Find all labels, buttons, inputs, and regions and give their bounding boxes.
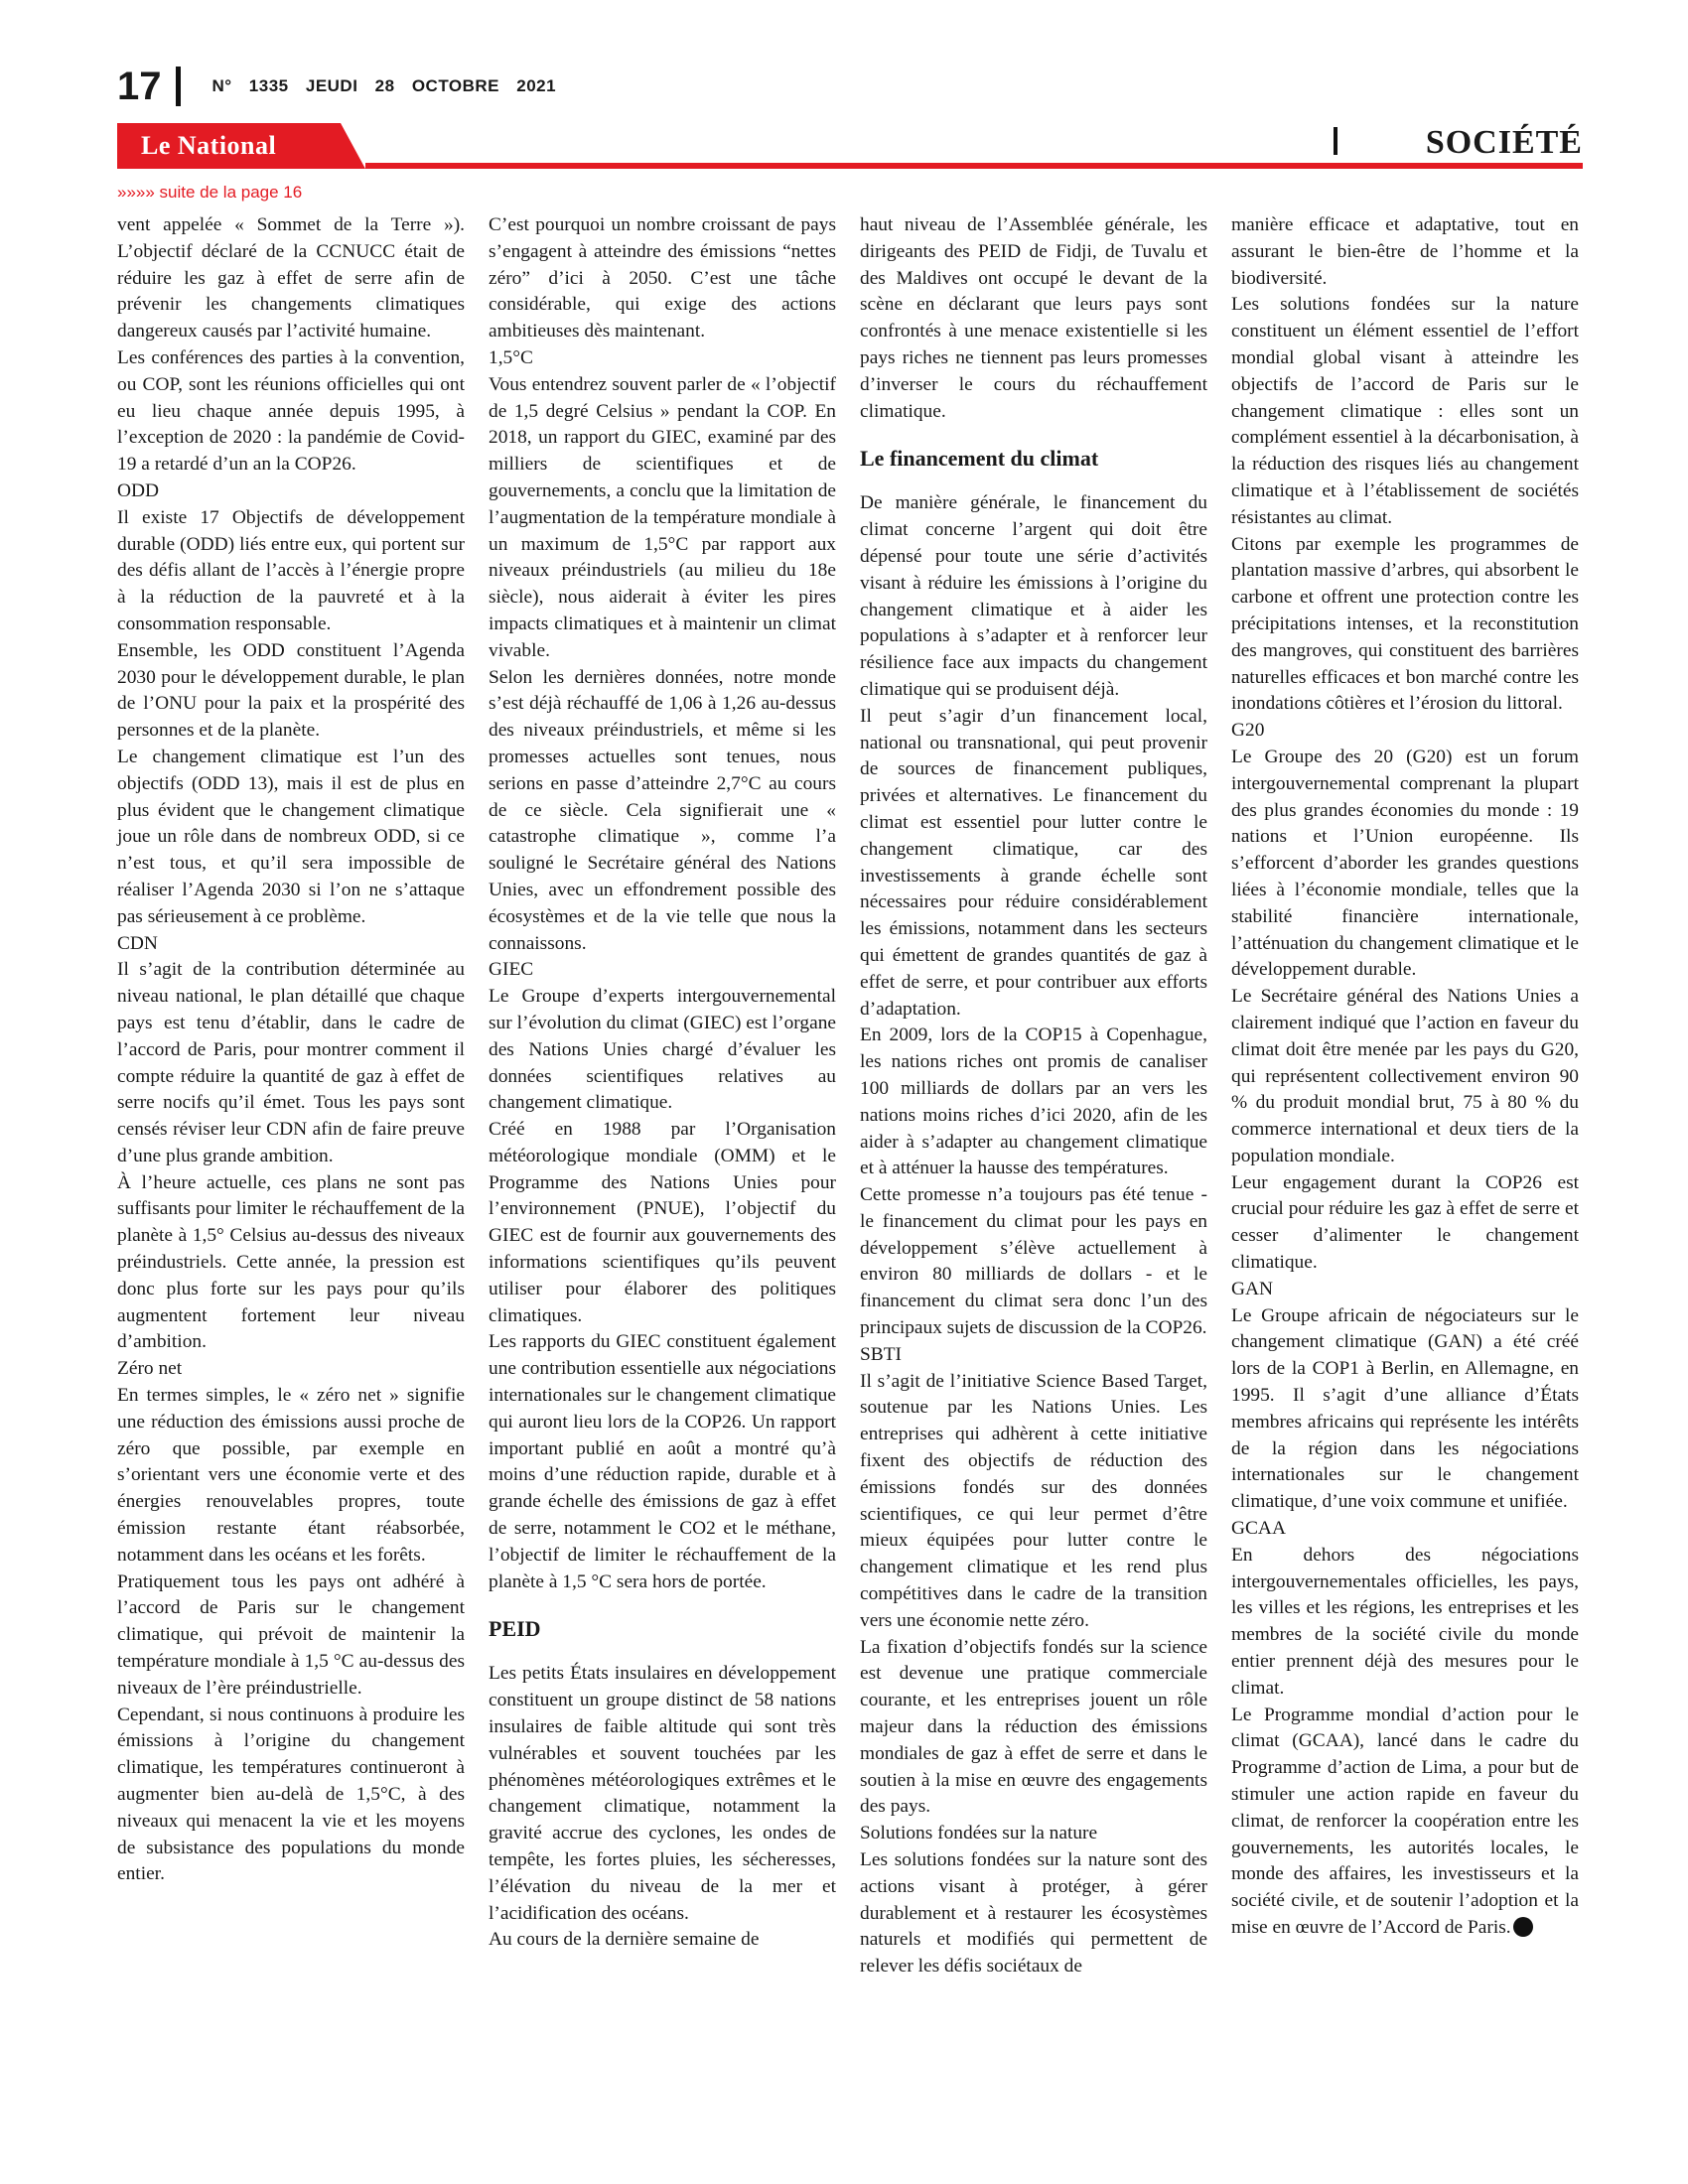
subheading: Le financement du climat — [860, 446, 1099, 472]
paragraph: Au cours de la dernière semaine de — [489, 1929, 760, 1951]
paragraph: GIEC — [489, 959, 534, 981]
paragraph: Les solutions fondées sur la nature constituent un élément essentiel de l’effort mondial global visant à atteindre les objectifs de l’accord de Paris sur le changement climatique : elles sont un complément essentiel à la décarbonisation, à la réduction des risques liés au changement climatique et à l’établissement de sociétés résistantes au climat. — [1231, 294, 1579, 528]
end-of-article-icon — [1513, 1917, 1533, 1937]
paragraph: Ensemble, les ODD constituent l’Agenda 2030 pour le développement durable, le plan de l’ONU pour la paix et la prospérité des personnes et de la planète. — [117, 639, 465, 742]
paragraph: La fixation d’objectifs fondés sur la science est devenue une pratique commerciale courante, et les entreprises jouent un rôle majeur dans la réduction des émissions mondiales de gaz à effet de serre et dans le soutien à la mise en œuvre des engagements des pays. — [860, 1636, 1207, 1818]
brand-rule — [365, 163, 1583, 169]
article-column-1 — [117, 212, 465, 1888]
paragraph: G20 — [1231, 720, 1265, 742]
paragraph: Les conférences des parties à la convention, ou COP, sont les réunions officielles qui ont eu lieu chaque année depuis 1995, à l’exception de 2020 : la pandémie de Covid-19 a retardé d’un an la COP26. — [117, 346, 465, 476]
paragraph: C’est pourquoi un nombre croissant de pays s’engagent à atteindre des émissions “nettes zéro” d’ici à 2050. C’est une tâche considérable, qui exige des actions ambitieuses dès maintenant. — [489, 214, 836, 342]
paragraph: Le Groupe des 20 (G20) est un forum intergouvernemental comprenant la plupart des plus grandes économies du monde : 19 nations et l’Union européenne. Ils s’efforcent d’aborder les grandes questions liées à l’économie mondiale, telles que la stabilité financière internationale, l’atténuation du changement climatique et le développement durable. — [1231, 746, 1579, 981]
paragraph: Le Groupe d’experts intergouvernemental sur l’évolution du climat (GIEC) est l’organe des Nations Unies chargé d’évaluer les données scientifiques relatives au changement climatique. — [489, 986, 836, 1114]
paragraph: Le Groupe africain de négociateurs sur le changement climatique (GAN) a été créé lors de la COP1 à Berlin, en Allemagne, en 1995. Il s’agit d’une alliance d’États membres africains qui représente les intérêts de la région dans les négociations internationales sur le changement climatique, d’une voix commune et unifiée. — [1231, 1304, 1579, 1513]
issue-year: 2021 — [516, 76, 557, 95]
section-divider — [1334, 127, 1337, 155]
paragraph: Cependant, si nous continuons à produire les émissions à l’origine du changement climatique, les températures continueront à augmenter bien au-delà de 1,5°C, à des niveaux qui menacent la vie et les moyens de subsistance des populations du monde entier. — [117, 1704, 465, 1885]
paragraph: haut niveau de l’Assemblée générale, les dirigeants des PEID de Fidji, de Tuvalu et des Maldives ont occupé le devant de la scène en déclarant que leurs pays sont confrontés à une menace existentielle si les pays riches ne tiennent pas leurs promesses d’inverser le cours du réchauffement climatique. — [860, 214, 1207, 422]
paragraph: Les solutions fondées sur la nature sont des actions visant à protéger, à gérer durablement et à restaurer les écosystèmes naturels et modifiés qui permettent de relever les défis sociétaux de — [860, 1849, 1207, 1978]
paragraph: Les rapports du GIEC constituent également une contribution essentielle aux négociations internationales sur le changement climatique qui auront lieu lors de la COP26. Un rapport important publié en août a montré qu’à moins d’une réduction rapide, durable et à grande échelle des émissions de gaz à effet de serre, notamment le CO2 et le méthane, l’objectif de limiter le réchauffement de la planète à 1,5 °C sera hors de portée. — [489, 1331, 836, 1592]
paragraph: manière efficace et adaptative, tout en assurant le bien-être de l’homme et la biodiversité. — [1231, 214, 1579, 289]
paragraph: En termes simples, le « zéro net » signifie une réduction des émissions aussi proche de zéro que possible, par exemple en s’orientant vers une économie verte et des énergies renouvelables propres, toute émission restante étant réabsorbée, notamment dans les océans et les forêts. — [117, 1385, 465, 1566]
paragraph: Pratiquement tous les pays ont adhéré à l’accord de Paris sur le changement climatique, qui prévoit de maintenir la température mondiale à 1,5 °C au-dessus des niveaux de l’ère préindustrielle. — [117, 1570, 465, 1699]
paragraph: Il existe 17 Objectifs de développement durable (ODD) liés entre eux, qui portent sur des défis allant de l’accès à l’énergie propre à la réduction de la pauvreté et à la consommation responsable. — [117, 506, 465, 634]
paragraph: Leur engagement durant la COP26 est crucial pour réduire les gaz à effet de serre et cesser d’alimenter le changement climatique. — [1231, 1171, 1579, 1274]
paragraph: Citons par exemple les programmes de plantation massive d’arbres, qui absorbent le carbone et offrent une protection contre les précipitations intenses, et la reconstitution des mangroves, qui constituent des barrières naturelles efficaces et bon marché contre les inondations côtières et l’érosion du littoral. — [1231, 533, 1579, 715]
article-column-2 — [489, 212, 836, 1954]
paragraph: Cette promesse n’a toujours pas été tenue - le financement du climat pour les pays en développement s’élève actuellement à environ 80 milliards de dollars - et le financement du climat sera donc l’un des principaux sujets de discussion de la COP26. — [860, 1184, 1207, 1339]
issue-month: OCTOBRE — [411, 76, 500, 95]
paragraph: Zéro net — [117, 1358, 183, 1380]
article-column-3 — [860, 212, 1207, 1980]
paragraph: ODD — [117, 479, 160, 501]
paragraph: De manière générale, le financement du climat concerne l’argent qui doit être dépensé pour toute une série d’activités visant à réduire les émissions à l’origine du changement climatique et à aider les populations à s’adapter et à renforcer leur résilience face aux impacts du changement climatique qui se produisent déjà. — [860, 492, 1207, 700]
issue-line — [212, 76, 557, 96]
paragraph: Il s’agit de l’initiative Science Based Target, soutenue par les Nations Unies. Les entreprises qui adhèrent à cette initiative fixent des objectifs de réduction des émissions fondés sur des données scientifiques, ce qui leur permet d’être mieux équipées pour lutter contre le changement climatique et les rend plus compétitives dans le cadre de la transition vers une économie nette zéro. — [860, 1370, 1207, 1631]
brand-name: Le National — [141, 131, 277, 160]
page-number: 17 — [117, 65, 162, 108]
paragraph: GCAA — [1231, 1518, 1286, 1540]
article-column-4 — [1231, 212, 1579, 1942]
subheading: PEID — [489, 1616, 541, 1642]
paragraph: En dehors des négociations intergouvernementales officielles, les pays, les villes et les régions, les entreprises et les membres de la société civile du monde entier prennent déjà des mesures pour le climat. — [1231, 1544, 1579, 1699]
paragraph: Le Secrétaire général des Nations Unies a clairement indiqué que l’action en faveur du climat doit être menée par les pays du G20, qui représentent collectivement environ 90 % du produit mondial brut, 75 à 80 % du commerce international et deux tiers de la population mondiale. — [1231, 986, 1579, 1166]
paragraph: À l’heure actuelle, ces plans ne sont pas suffisants pour limiter le réchauffement de la planète à 1,5° Celsius au-dessus des niveaux préindustriels. Cette année, la pression est donc plus forte sur les pays pour qu’ils augmentent fortement leur niveau d’ambition. — [117, 1171, 465, 1353]
page-header — [117, 62, 556, 111]
issue-date-day: 28 — [374, 76, 395, 95]
paragraph: vent appelée « Sommet de la Terre »). L’objectif déclaré de la CCNUCC était de réduire les gaz à effet de serre afin de prévenir les changements climatiques dangereux causés par l’activité humaine. — [117, 214, 465, 342]
section-title: SOCIÉTÉ — [1425, 124, 1583, 161]
paragraph: Le changement climatique est l’un des objectifs (ODD 13), mais il est de plus en plus évident que le changement climatique joue un rôle dans de nombreux ODD, si ce n’est tous, et qu’il sera impossible de réaliser l’Agenda 2030 si l’on ne s’attaque pas sérieusement à ce problème. — [117, 746, 465, 927]
paragraph: Les petits États insulaires en développement constituent un groupe distinct de 58 nations insulaires de faible altitude qui sont très vulnérables et souvent touchées par les phénomènes météorologiques extrêmes et le changement climatique, notamment la gravité accrue des cyclones, les ondes de tempête, les fortes pluies, les sécheresses, l’élévation du niveau de la mer et l’acidification des océans. — [489, 1663, 836, 1924]
paragraph: En 2009, lors de la COP15 à Copenhague, les nations riches ont promis de canaliser 100 milliards de dollars par an vers les nations moins riches d’ici 2020, afin de les aider à s’adapter au changement climatique et à atténuer la hausse des températures. — [860, 1024, 1207, 1179]
issue-number: N° 1335 — [211, 76, 289, 95]
issue-day: JEUDI — [305, 76, 358, 95]
paragraph: Vous entendrez souvent parler de « l’objectif de 1,5 degré Celsius » pendant la COP. En 2018, un rapport du GIEC, examiné par des milliers de scientifiques et de gouvernements, a conclu que la limitation de l’augmentation de la température mondiale à un maximum de 1,5°C par rapport aux niveaux préindustriels (au milieu du 18e siècle), nous aiderait à éviter les pires impacts climatiques et à maintenir un climat vivable. — [489, 373, 836, 661]
paragraph: Le Programme mondial d’action pour le climat (GCAA), lancé dans le cadre du Programme d’action de Lima, a pour but de stimuler une action rapide en faveur du climat, de renforcer la coopération entre les gouvernements, les autorités locales, le monde des affaires, les investisseurs et la société civile, et de soutenir l’adoption et la mise en œuvre de l’Accord de Paris. — [1231, 1704, 1579, 1938]
paragraph: 1,5°C — [489, 346, 533, 368]
paragraph: Créé en 1988 par l’Organisation météorologique mondiale (OMM) et le Programme des Nations Unies pour l’environnement (PNUE), l’objectif du GIEC est de fournir aux gouvernements des informations scientifiques qu’ils peuvent utiliser pour élaborer des politiques climatiques. — [489, 1119, 836, 1326]
page-number-divider — [176, 67, 181, 106]
paragraph: CDN — [117, 932, 158, 954]
continued-from-note: »»»» suite de la page 16 — [117, 183, 303, 202]
brand-band — [117, 123, 1583, 169]
paragraph: SBTI — [860, 1343, 903, 1365]
paragraph: Il peut s’agir d’un financement local, national ou transnational, qui peut provenir de sources de financement publiques, privées et alternatives. Le financement du climat est essentiel pour lutter contre le changement climatique, car des investissements à grande échelle sont nécessaires pour réduire considérablement les émissions, notamment dans les secteurs qui émettent de grandes quantités de gaz à effet de serre, et pour contribuer aux efforts d’adaptation. — [860, 705, 1207, 1020]
paragraph: Il s’agit de la contribution déterminée au niveau national, le plan détaillé que chaque pays est tenu d’établir, dans le cadre de l’accord de Paris, pour montrer comment il compte réduire la quantité de gaz à effet de serre nocifs qu’il émet. Tous les pays sont censés réviser leur CDN afin de faire preuve d’une plus grande ambition. — [117, 959, 465, 1166]
paragraph: GAN — [1231, 1278, 1274, 1299]
paragraph: Selon les dernières données, notre monde s’est déjà réchauffé de 1,06 à 1,26 au-dessus des niveaux préindustriels, et même si les promesses actuelles sont tenues, nous serions en passe d’atteindre 2,7°C au cours de ce siècle. Cela signifierait une « catastrophe climatique », comme l’a souligné le Secrétaire général des Nations Unies, avec un effondrement possible des écosystèmes et de la vie telle que nous la connaissons. — [489, 666, 836, 954]
paragraph: Solutions fondées sur la nature — [860, 1823, 1098, 1844]
